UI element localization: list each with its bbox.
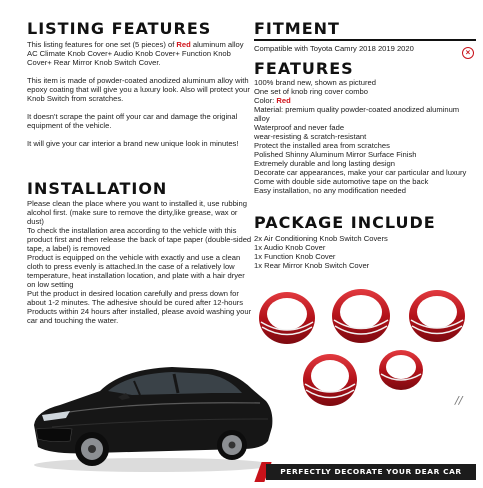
listing-features-body [27, 40, 252, 148]
feature-item: Polished Shinny Aluminum Mirror Surface Finish [254, 150, 417, 159]
package-list [254, 234, 476, 270]
red-knob-ring-icon [379, 350, 423, 390]
red-knob-ring-icon [409, 290, 465, 342]
feature-item: Come with double side automotive tape on the back [254, 177, 429, 186]
toyota-camry-car-image [22, 353, 274, 478]
feature-item: Decorate car appearances, make your car particular and luxury [254, 168, 467, 177]
listing-features-title: LISTING FEATURES [27, 19, 212, 38]
feature-item-color: Color: Red [254, 96, 291, 105]
feature-item: 100% brand new, shown as pictured [254, 78, 377, 87]
feature-item: Material: premium quality powder-coated anodized aluminum alloy [254, 105, 460, 123]
feature-item: One set of knob ring cover combo [254, 87, 368, 96]
package-item: 2x Air Conditioning Knob Switch Covers [254, 234, 388, 243]
installation-text: Please clean the place where you want to installed it, use rubbing alcohol first. (make sure to remove the dirty,like grease, wax or dust) To check the installation area according to the vehicle with this product first and then release the back of tape paper (double-sided tape, a label) is removed Product is equipped on the vehicle with exactly and use a clean cloth to press evenly is attached.In the case of a relatively low temperature, heat installation location, and plate with a hair dryer on low setting Put the product in desired location carefully and press down for about 1-2 minutes. The adhesive should be cured after 12-hours Products within 24 hours after installed, please avoid washing your car and touching the water. [27, 199, 252, 325]
listing-p1: This listing features for one set (5 pieces) of Red aluminum alloy AC Climate Knob Cover+ Audio Knob Cover+ Function Knob Cover+ Rear Mirror Knob Switch Cover. [27, 40, 244, 67]
knob-covers-image [256, 278, 478, 416]
decorative-slash: // [455, 394, 463, 407]
listing-p2: This item is made of powder-coated anodized aluminum alloy with epoxy coating that will give you a luxury look. Also will protect your Knob Switch from scratches. [27, 76, 250, 103]
close-icon[interactable]: × [462, 47, 474, 59]
package-include-title: PACKAGE INCLUDE [254, 213, 436, 232]
listing-p4: It will give your car interior a brand new unique look in minutes! [27, 139, 239, 148]
package-item: 1x Rear Mirror Knob Switch Cover [254, 261, 370, 270]
features-list [254, 78, 476, 195]
feature-item: Extremely durable and long lasting design [254, 159, 395, 168]
features-title: FEATURES [254, 59, 354, 78]
red-knob-ring-icon [259, 292, 315, 344]
feature-item: Protect the installed area from scratches [254, 141, 390, 150]
red-knob-ring-icon [303, 354, 357, 406]
fitment-divider [254, 39, 476, 41]
feature-item: Easy installation, no any modification needed [254, 186, 406, 195]
listing-p3: It doesn't scrape the paint off your car and damage the original equipment of the vehicle. [27, 112, 238, 130]
package-item: 1x Function Knob Cover [254, 252, 336, 261]
fitment-title: FITMENT [254, 19, 340, 38]
package-item: 1x Audio Knob Cover [254, 243, 326, 252]
feature-item: wear-resisting & scratch-resistant [254, 132, 367, 141]
feature-item: Waterproof and never fade [254, 123, 345, 132]
fitment-text: Compatible with Toyota Camry 2018 2019 2020 [254, 44, 414, 53]
footer-banner: PERFECTLY DECORATE YOUR DEAR CAR [266, 464, 476, 480]
red-knob-ring-icon [332, 289, 390, 343]
installation-title: INSTALLATION [27, 179, 168, 198]
